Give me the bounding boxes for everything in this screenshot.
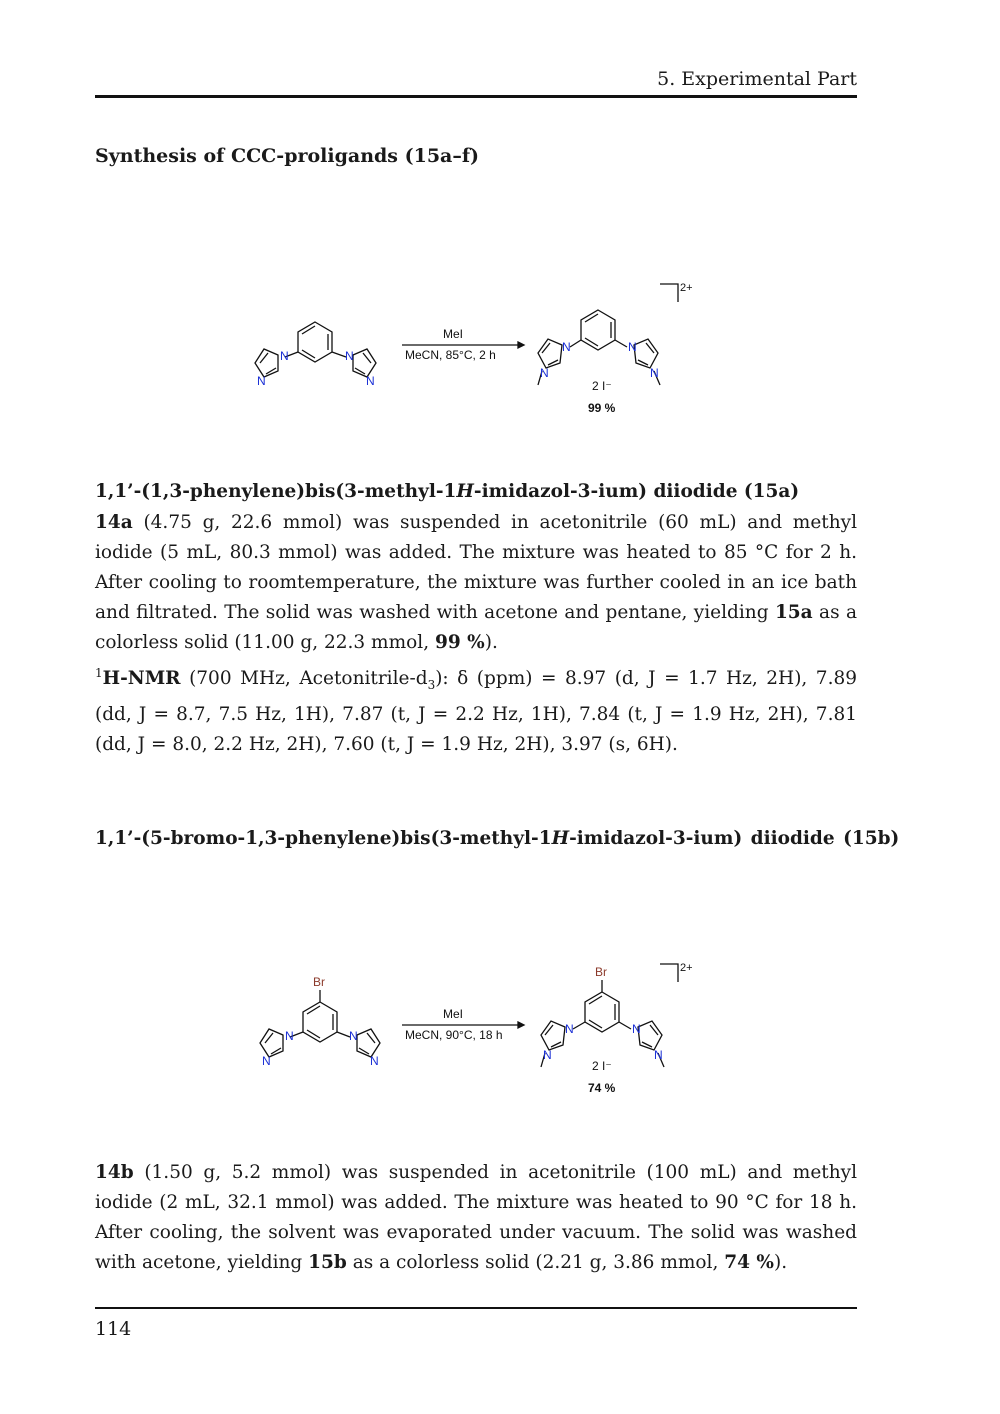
atom-n-label: N xyxy=(565,1022,574,1036)
footer-rule xyxy=(95,1307,857,1309)
atom-n-label: N xyxy=(345,349,354,363)
atom-n-label: N xyxy=(349,1029,358,1043)
atom-n-label: N xyxy=(285,1029,294,1043)
yield-label: 99 % xyxy=(588,401,616,415)
page-number: 114 xyxy=(95,1318,132,1340)
atom-n-label: N xyxy=(654,1048,663,1062)
counterion-label: 2 I⁻ xyxy=(592,1059,612,1073)
procedure-15b: 14b (1.50 g, 5.2 mmol) was suspended in acetonitrile (100 mL) and methyl iodide (2 mL, 32.1 mmol) was added. The mixture was heated to 90 °C for 18 h. After cooling, the solvent was evaporated under vacuum. The solid was washed with acetone, yielding 15b as a colorless solid (2.21 g, 3.86 mmol, 74 %). xyxy=(95,1162,857,1273)
bromine-label: Br xyxy=(313,975,325,989)
atom-n-label: N xyxy=(370,1054,379,1068)
reaction-scheme-15b xyxy=(240,955,720,1115)
compound-title-15a: 1,1’-(1,3-phenylene)bis(3-methyl-1H-imidazol-3-ium) diiodide (15a) xyxy=(95,481,800,502)
atom-n-label: N xyxy=(366,374,375,388)
atom-n-label: N xyxy=(543,1048,552,1062)
procedure-15a: 14a (4.75 g, 22.6 mmol) was suspended in acetonitrile (60 mL) and methyl iodide (5 mL, 80.3 mmol) was added. The mixture was heated to 85 °C for 2 h. After cooling to roomtemperature, the mixture was further cooled in an ice bath and filtrated. The solid was washed with acetone and pentane, yielding 15a as a colorless solid (11.00 g, 22.3 mmol, 99 %). $^1$H-NMR (700 MHz, Acetonitrile-$d_3$): δ (ppm) = 8.97 (d, J = 1.7 Hz, 2H), 7.89 (dd, J = 8.7, 7.5 Hz, 1H), 7.87 (t, J = 2.2 Hz, 1H), 7.84 (t, J = 1.9 Hz, 2H), 7.81 (dd, J = 8.0, 2.2 Hz, 2H), 7.60 (t, J = 1.9 Hz, 2H), 3.97 (s, 6H). xyxy=(95,512,857,755)
yield-label: 74 % xyxy=(588,1081,616,1095)
atom-n-label: N xyxy=(257,374,266,388)
bromine-label: Br xyxy=(595,965,607,979)
atom-n-label: N xyxy=(262,1054,271,1068)
running-header: 5. Experimental Part xyxy=(657,68,857,90)
reaction-scheme-15a xyxy=(240,275,720,435)
conditions-label: MeCN, 90°C, 18 h xyxy=(405,1028,503,1042)
section-title: Synthesis of CCC-proligands (15a–f) xyxy=(95,145,480,167)
reagent-label: MeI xyxy=(443,327,464,341)
header-rule xyxy=(95,95,857,98)
atom-n-label: N xyxy=(562,340,571,354)
reagent-label: MeI xyxy=(443,1007,464,1021)
charge-label: 2+ xyxy=(680,282,693,294)
atom-n-label: N xyxy=(650,366,659,380)
compound-title-15b: 1,1’-(5-bromo-1,3-phenylene)bis(3-methyl-1H-imidazol-3-ium) diiodide (15b) xyxy=(95,828,900,849)
atom-n-label: N xyxy=(628,340,637,354)
conditions-label: MeCN, 85°C, 2 h xyxy=(405,348,496,362)
atom-n-label: N xyxy=(540,366,549,380)
counterion-label: 2 I⁻ xyxy=(592,379,612,393)
atom-n-label: N xyxy=(280,349,289,363)
charge-label: 2+ xyxy=(680,962,693,974)
atom-n-label: N xyxy=(632,1022,641,1036)
